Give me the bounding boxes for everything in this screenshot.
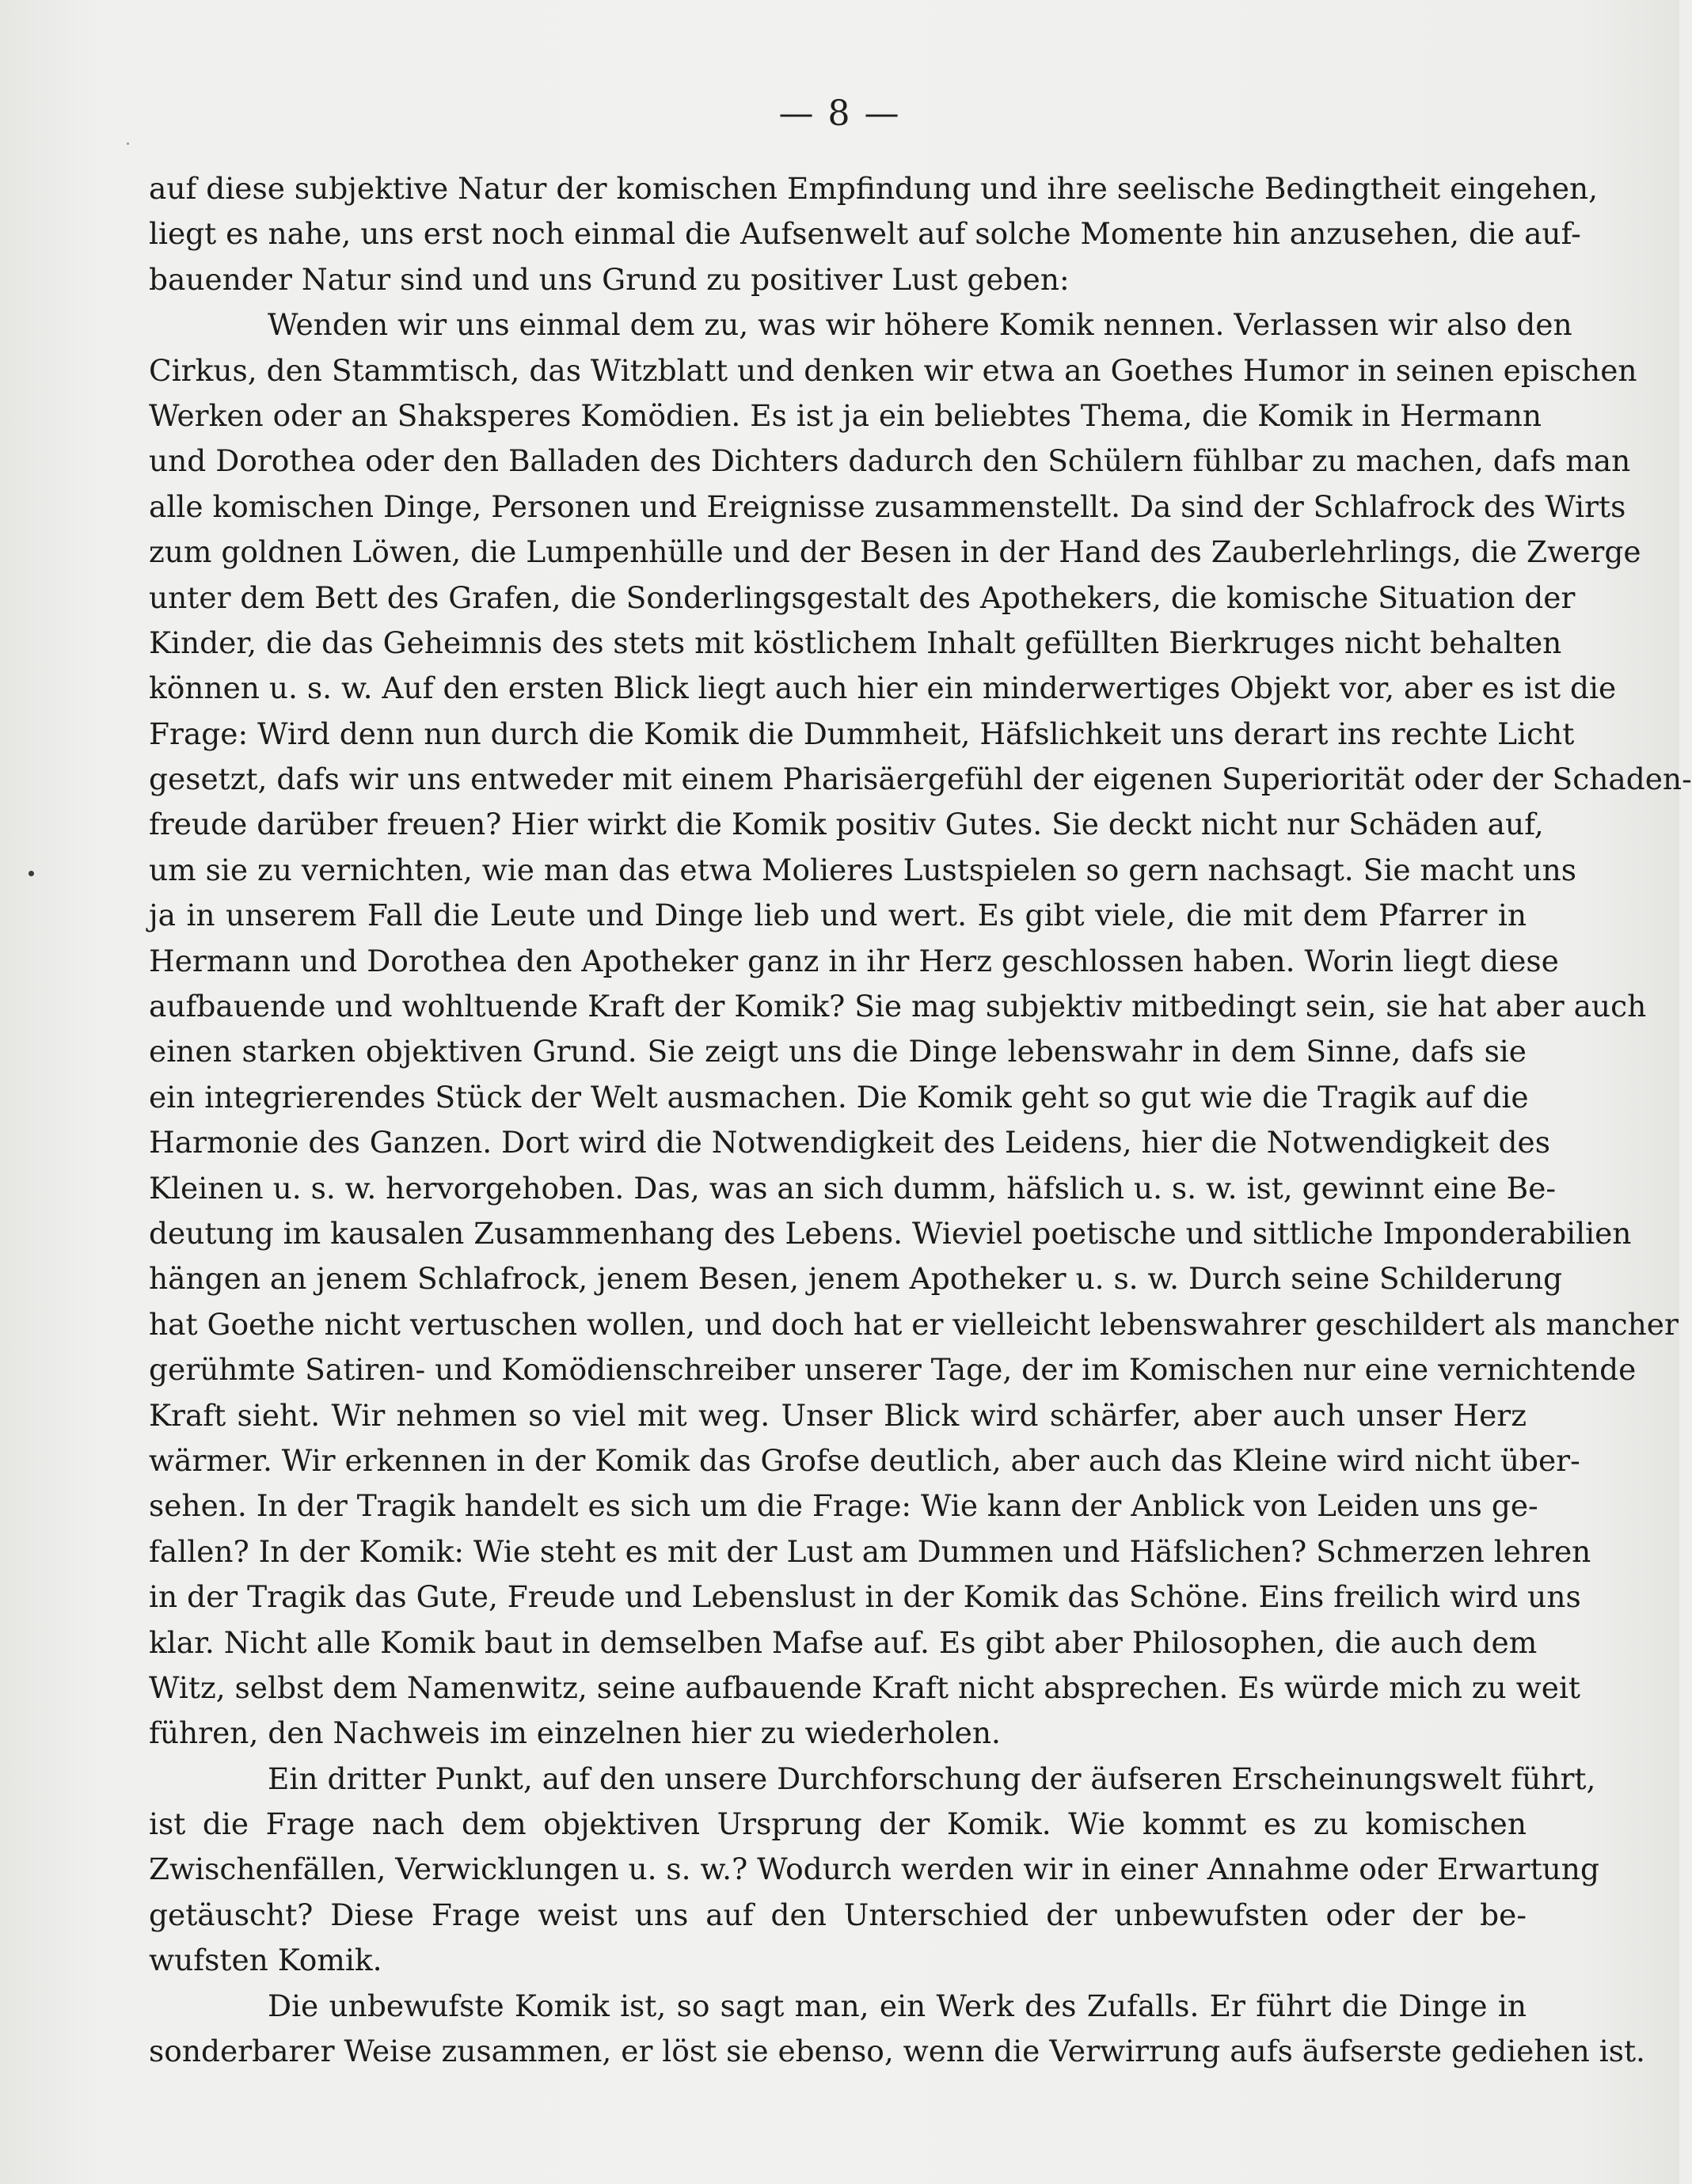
text-line: einen starken objektiven Grund. Sie zeigt uns die Dinge lebenswahr in dem Sinne, dafs sie [149,1034,1527,1069]
text-line: alle komischen Dinge, Personen und Ereignisse zusammenstellt. Da sind der Schlafrock des Wirts [149,488,1626,524]
text-line: Ein dritter Punkt, auf den unsere Durchforschung der äufseren Erscheinungswelt führt, [268,1760,1596,1796]
text-line: wärmer. Wir erkennen in der Komik das Grofse deutlich, aber auch das Kleine wird nicht über- [149,1442,1580,1478]
text-line: Hermann und Dorothea den Apotheker ganz in ihr Herz geschlossen haben. Worin liegt diese [149,943,1559,978]
text-line: sehen. In der Tragik handelt es sich um die Frage: Wie kann der Anblick von Leiden uns ge- [149,1488,1538,1524]
text-line: getäuscht? Diese Frage weist uns auf den Unterschied der unbewufsten oder der be- [149,1897,1527,1932]
text-line: ein integrierendes Stück der Welt ausmachen. Die Komik geht so gut wie die Tragik auf die [149,1079,1529,1115]
text-line: Wenden wir uns einmal dem zu, was wir höhere Komik nennen. Verlassen wir also den [268,307,1572,343]
text-line: um sie zu vernichten, wie man das etwa Molieres Lustspielen so gern nachsagt. Sie macht uns [149,852,1577,887]
text-line: liegt es nahe, uns erst noch einmal die Aufsenwelt auf solche Momente hin anzusehen, die auf- [149,216,1581,252]
text-line: gerühmte Satiren- und Komödienschreiber unserer Tage, der im Komischen nur eine vernichtende [149,1352,1637,1388]
text-line: Kinder, die das Geheimnis des stets mit köstlichem Inhalt gefüllten Bierkruges nicht behalten [149,625,1562,660]
body-text [149,166,1692,2074]
text-line: freude darüber freuen? Hier wirkt die Komik positiv Gutes. Sie deckt nicht nur Schäden auf, [149,807,1544,842]
text-line: ist die Frage nach dem objektiven Ursprung der Komik. Wie kommt es zu komischen [149,1806,1527,1842]
text-line: sonderbarer Weise zusammen, er löst sie ebenso, wenn die Verwirrung aufs äufserste gediehen ist. [149,2034,1645,2069]
text-line: Frage: Wird denn nun durch die Komik die Dummheit, Häfslichkeit uns derart ins rechte Licht [149,716,1575,751]
text-line: Harmonie des Ganzen. Dort wird die Notwendigkeit des Leidens, hier die Notwendigkeit des [149,1125,1550,1160]
text-line: wufsten Komik. [149,1943,382,1978]
text-line: bauender Natur sind und uns Grund zu positiver Lust geben: [149,261,1070,297]
text-line: unter dem Bett des Grafen, die Sonderlingsgestalt des Apothekers, die komische Situation der [149,579,1576,615]
page-number: — 8 — [778,93,901,134]
text-line: ja in unserem Fall die Leute und Dinge lieb und wert. Es gibt viele, die mit dem Pfarrer in [149,898,1527,933]
text-line: Kraft sieht. Wir nehmen so viel mit weg. Unser Blick wird schärfer, aber auch unser Herz [149,1397,1527,1433]
scan-speck [29,871,34,876]
text-line: Die unbewufste Komik ist, so sagt man, ein Werk des Zufalls. Er führt die Dinge in [268,1988,1527,2023]
text-line: auf diese subjektive Natur der komischen Empfindung und ihre seelische Bedingtheit eingehen, [149,171,1599,206]
text-line: Zwischenfällen, Verwicklungen u. s. w.? Wodurch werden wir in einer Annahme oder Erwartung [149,1852,1599,1887]
text-line: fallen? In der Komik: Wie steht es mit der Lust am Dummen und Häfslichen? Schmerzen lehren [149,1533,1591,1569]
text-line: in der Tragik das Gute, Freude und Lebenslust in der Komik das Schöne. Eins freilich wird uns [149,1579,1581,1615]
text-line: aufbauende und wohltuende Kraft der Komik? Sie mag subjektiv mitbedingt sein, sie hat aber auch [149,989,1647,1024]
text-line: Cirkus, den Stammtisch, das Witzblatt und denken wir etwa an Goethes Humor in seinen epischen [149,352,1637,388]
text-line: klar. Nicht alle Komik baut in demselben Mafse auf. Es gibt aber Philosophen, die auch dem [149,1624,1538,1660]
text-line: zum goldnen Löwen, die Lumpenhülle und der Besen in der Hand des Zauberlehrlings, die Zwerge [149,534,1641,570]
text-line: gesetzt, dafs wir uns entweder mit einem Pharisäergefühl der eigenen Superiorität oder der Schaden- [149,762,1692,797]
text-line: hängen an jenem Schlafrock, jenem Besen, jenem Apotheker u. s. w. Durch seine Schilderung [149,1261,1563,1297]
text-line: können u. s. w. Auf den ersten Blick liegt auch hier ein minderwertiges Objekt vor, aber es ist die [149,670,1617,706]
scan-speck [127,142,129,145]
text-line: Werken oder an Shaksperes Komödien. Es ist ja ein beliebtes Thema, die Komik in Hermann [149,397,1542,433]
text-line: führen, den Nachweis im einzelnen hier zu wiederholen. [149,1715,1001,1751]
text-line: Kleinen u. s. w. hervorgehoben. Das, was an sich dumm, häfslich u. s. w. ist, gewinnt eine Be- [149,1170,1557,1206]
text-line: Witz, selbst dem Namenwitz, seine aufbauende Kraft nicht absprechen. Es würde mich zu weit [149,1669,1580,1705]
text-line: hat Goethe nicht vertuschen wollen, und doch hat er vielleicht lebenswahrer geschildert als mancher [149,1306,1679,1342]
text-line: und Dorothea oder den Balladen des Dichters dadurch den Schülern fühlbar zu machen, dafs man [149,443,1631,479]
text-line: deutung im kausalen Zusammenhang des Lebens. Wieviel poetische und sittliche Imponderabilien [149,1215,1632,1251]
